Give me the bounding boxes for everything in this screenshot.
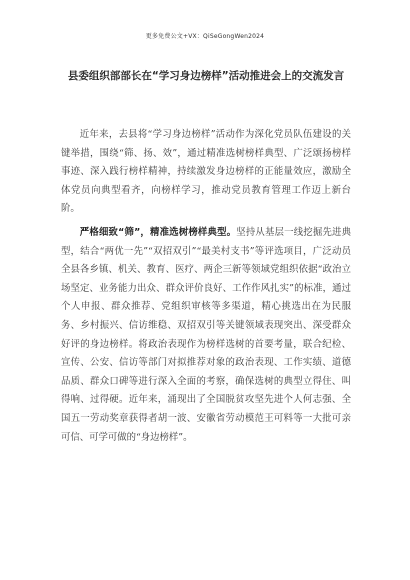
header-watermark-note: 更多免费公文+VX：QiSeGongWen2024 xyxy=(145,33,265,40)
paragraph-text: 近年来，去县将“学习身边榜样”活动作为深化党员队伍建设的关键举措，围绕“筛、扬、效”，通过精准选树榜样典型、广泛颂扬榜样事迹、深入践行榜样精神，持续激发身边榜样的正能量效应，激励全体党员向典型看齐，向榜样学习，推动党员教育管理工作迈上新台阶。 xyxy=(61,129,351,215)
paragraph-text: 坚持从基层一线挖掘先进典型，结合“两优一先”“双招双引”“最美村支书”等评选项目，广泛动员全县各乡镇、机关、教育、医疗、两企三新等领域党组织依据“政治立场坚定、业务能力出众、群众评价良好、工作作风扎实”的标准，通过个人申报、群众推荐、党组织审核等多渠道，精心挑选出在为民服务、乡村振兴、信访维稳、双招双引等关键领域表现突出、深受群众好评的身边榜样。将政治表现作为榜样选树的首要考量，联合纪检、宣传、公安、信访等部门对拟推荐对象的政治表现、工作实绩、道德品质、群众口碑等进行深入全面的考察，确保选树的典型立得住、叫得响、过得硬。近年来，涌现出了全国脱贫攻坚先进个人何志强、全国五一劳动奖章获得者胡一波、安徽省劳动模范王可料等一大批可亲可信、可学可做的“身边榜样”。 xyxy=(61,226,351,443)
document-body xyxy=(61,126,351,447)
body-paragraph-intro xyxy=(61,126,351,219)
body-paragraph-section-1 xyxy=(61,224,351,447)
document-title: 县委组织部部长在“学习身边榜样”活动推进会上的交流发言 xyxy=(67,70,345,82)
section-heading: 严格细致“筛”，精准选树榜样典型。 xyxy=(79,226,237,238)
